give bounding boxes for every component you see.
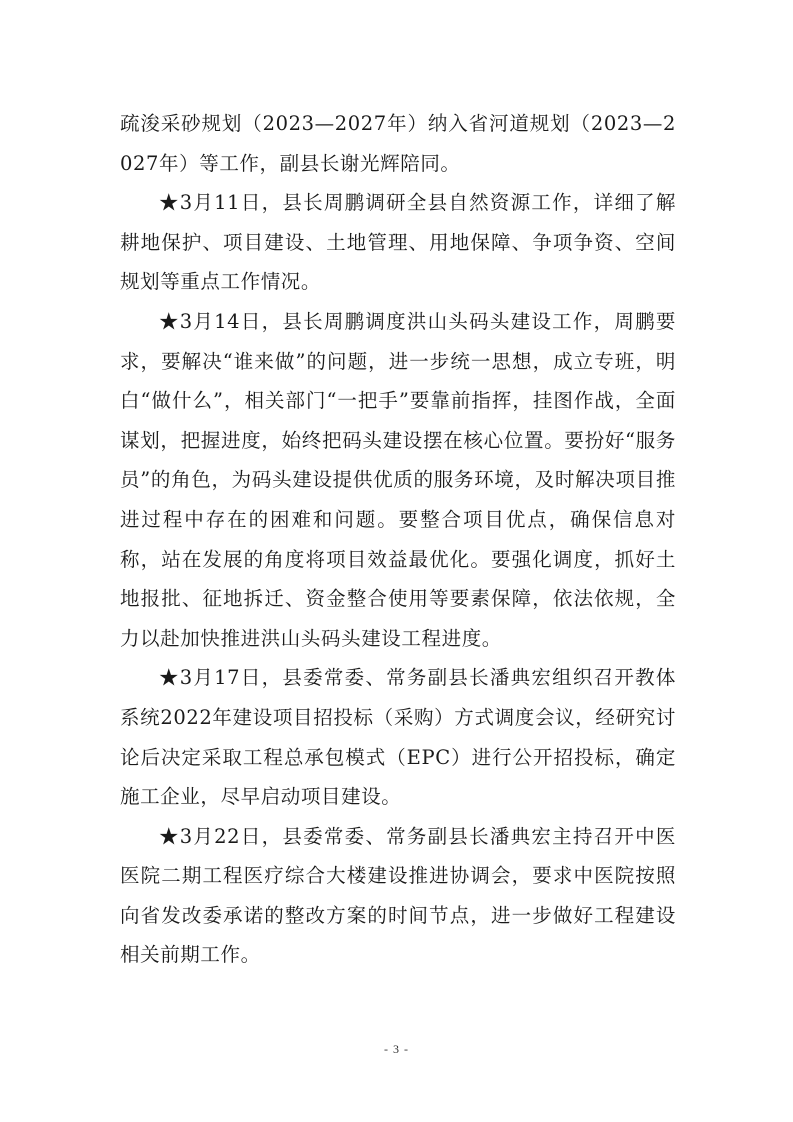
page-number: - 3 - [384,1042,409,1056]
document-body [120,104,676,975]
paragraph-march-17: ★3月17日，县委常委、常务副县长潘典宏组织召开教体系统2022年建设项目招投标（采购）方式调度会议，经研究讨论后决定采取工程总承包模式（EPC）进行公开招投标，确定施工企业，尽早启动项目建设。 [120,666,676,809]
paragraph-march-22: ★3月22日，县委常委、常务副县长潘典宏主持召开中医医院二期工程医疗综合大楼建设推进协调会，要求中医院按照向省发改委承诺的整改方案的时间节点，进一步做好工程建设相关前期工作。 [120,824,676,967]
paragraph-continuation: 疏浚采砂规划（2023—2027年）纳入省河道规划（2023—2027年）等工作，副县长谢光辉陪同。 [120,112,676,175]
paragraph-march-14: ★3月14日，县长周鹏调度洪山头码头建设工作，周鹏要求，要解决“谁来做”的问题，进一步统一思想，成立专班，明白“做什么”，相关部门“一把手”要靠前指挥，挂图作战，全面谋划，把握进度，始终把码头建设摆在核心位置。要扮好“服务员”的角色，为码头建设提供优质的服务环境，及时解决项目推进过程中存在的困难和问题。要整合项目优点，确保信息对称，站在发展的角度将项目效益最优化。要强化调度，抓好土地报批、征地拆迁、资金整合使用等要素保障，依法依规，全力以赴加快推进洪山头码头建设工程进度。 [120,309,676,650]
paragraph-march-11: ★3月11日，县长周鹏调研全县自然资源工作，详细了解耕地保护、项目建设、土地管理、用地保障、争项争资、空间规划等重点工作情况。 [120,191,676,294]
